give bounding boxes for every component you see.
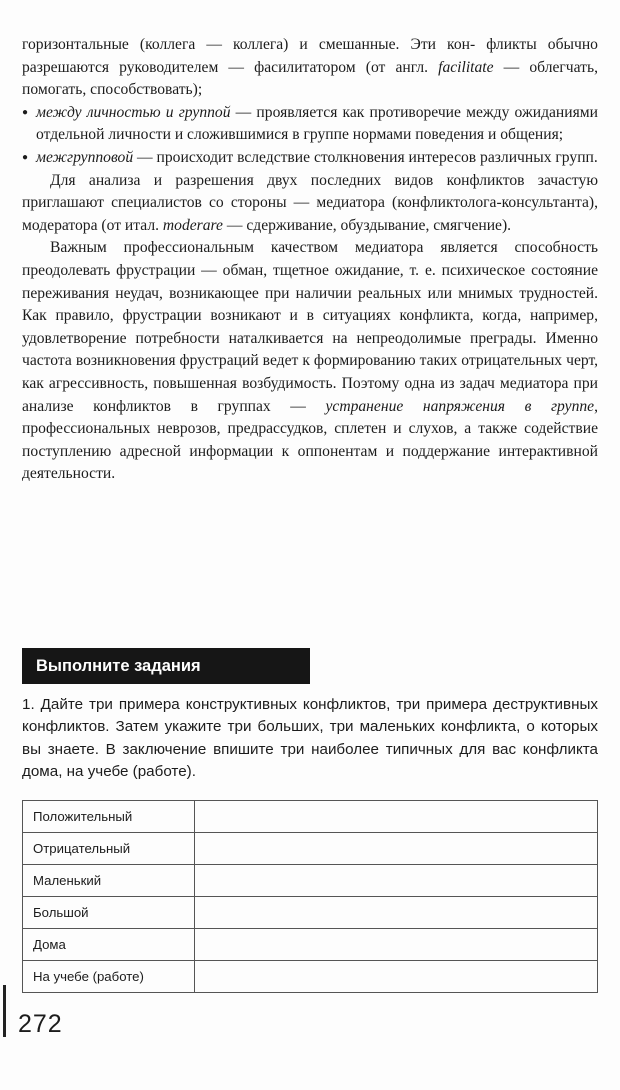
row-label: Дома: [23, 929, 195, 961]
main-text: [22, 34, 598, 486]
answer-cell[interactable]: [195, 833, 598, 865]
answer-cell[interactable]: [195, 897, 598, 929]
page-number: 272: [18, 1010, 63, 1038]
table-row: [23, 833, 598, 865]
answer-table: [22, 800, 598, 993]
answer-cell[interactable]: [195, 929, 598, 961]
answer-cell[interactable]: [195, 961, 598, 993]
table-row: [23, 897, 598, 929]
row-label: Большой: [23, 897, 195, 929]
bullet-icon: ●: [22, 106, 29, 118]
paragraph: Важным профессиональным качеством медиатора является способность преодолевать фрустрации — обман, тщетное ожидание, т. е. психическое состояние переживания неудач, возникающее при наличии реальных или мнимых трудностей. Как правило, фрустрации возникают и в ситуациях конфликта, когда, например, удовлетворение потребности наталкивается на непреодолимые преграды. Именно частота возникновения фрустраций ведет к формированию таких отрицательных черт, как агрессивность, повышенная возбудимость. Поэтому одна из задач медиатора при анализе конфликтов в группах — устранение напряжения в группе, профессиональных неврозов, предрассудков, сплетен и слухов, а также содействие поступлению адресной информации к оппонентам и поддержание интерактивной деятельности.: [22, 239, 598, 483]
row-label: Положительный: [23, 801, 195, 833]
table-row: [23, 865, 598, 897]
row-label: Отрицательный: [23, 833, 195, 865]
table-row: [23, 961, 598, 993]
answer-cell[interactable]: [195, 865, 598, 897]
margin-bar: [3, 985, 6, 1037]
continuation-paragraph: горизонтальные (коллега — коллега) и смешанные. Эти кон- фликты обычно разрешаются руководителем — фасилитатором (от англ. facilitate — облегчать, помогать, способствовать);: [22, 36, 598, 99]
answer-cell[interactable]: [195, 801, 598, 833]
row-label: Маленький: [23, 865, 195, 897]
bullet-icon: ●: [22, 151, 29, 163]
bullet-item: ● межгрупповой — происходит вследствие столкновения интересов различных групп.: [22, 147, 598, 170]
table-row: [23, 929, 598, 961]
row-label: На учебе (работе): [23, 961, 195, 993]
tasks-header: Выполните задания: [22, 648, 310, 684]
paragraph: Для анализа и разрешения двух последних видов конфликтов зачастую приглашают специалистов со стороны — медиатора (конфликтолога-консультанта), модератора (от итал. moderare — сдерживание, обуздывание, смягчение).: [22, 171, 598, 234]
bullet-item: ● между личностью и группой — проявляется как противоречие между ожиданиями отдельной личности и сложившимися в группе нормами поведения и общения;: [22, 102, 598, 147]
task-1-text: 1. Дайте три примера конструктивных конфликтов, три примера деструктивных конфликтов. Затем укажите три больших, три маленьких конфликта, о которых вы знаете. В заключение впишите три наиболее типичных для вас конфликта дома, на учебе (работе).: [22, 696, 598, 781]
table-row: [23, 801, 598, 833]
